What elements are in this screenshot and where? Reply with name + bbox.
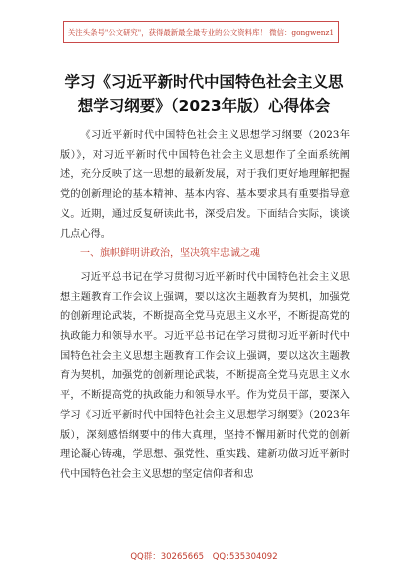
document-body [60, 126, 350, 485]
paragraph-intro: 《习近平新时代中国特色社会主义思想学习纲要（2023年版）》，对习近平新时代中国特色社会主义思想作了全面系统阐述，充分反映了这一思想的最新发展，对于我们更好地理解把握党的创新理论的基本精神、基本内容、基本要求具有重要指导意义。近期，通过反复研读此书，深受启发。下面结合实际，谈谈几点心得。 [60, 130, 350, 240]
section-heading-1: 一、旗帜鲜明讲政治，坚决筑牢忠诚之魂 [80, 248, 260, 260]
paragraph-section-1: 习近平总书记在学习贯彻习近平新时代中国特色社会主义思想主题教育工作会议上强调，要以这次主题教育为契机，加强党的创新理论武装，不断提高全党马克思主义水平，不断提高党的执政能力和领导水平。习近平总书记在学习贯彻习近平新时代中国特色社会主义思想主题教育工作会议上强调，要以这次主题教育为契机，加强党的创新理论武装，不断提高全党马克思主义水平，不断提高党的执政能力和领导水平。作为党员干部，要深入学习《习近平新时代中国特色社会主义思想学习纲要》（2023年版），深刻感悟纲要中的伟大真理，坚持不懈用新时代党的创新理论凝心铸魂，学思想、强党性、重实践、建新功做习近平新时代中国特色社会主义思想的坚定信仰者和忠 [60, 271, 350, 480]
promo-banner-text: 关注头条号"公文研究"，获得最新最全最专业的公文资料库！ 微信：gongwenz1 [67, 27, 335, 37]
title-line-2: 想学习纲要》（2023年版）心得体会 [77, 97, 331, 115]
promo-banner [63, 21, 339, 43]
footer-contact: QQ群：30265665 QQ:535304092 [130, 552, 278, 562]
title-line-1: 学习《习近平新时代中国特色社会主义思 [64, 73, 344, 91]
document-title [30, 70, 378, 118]
